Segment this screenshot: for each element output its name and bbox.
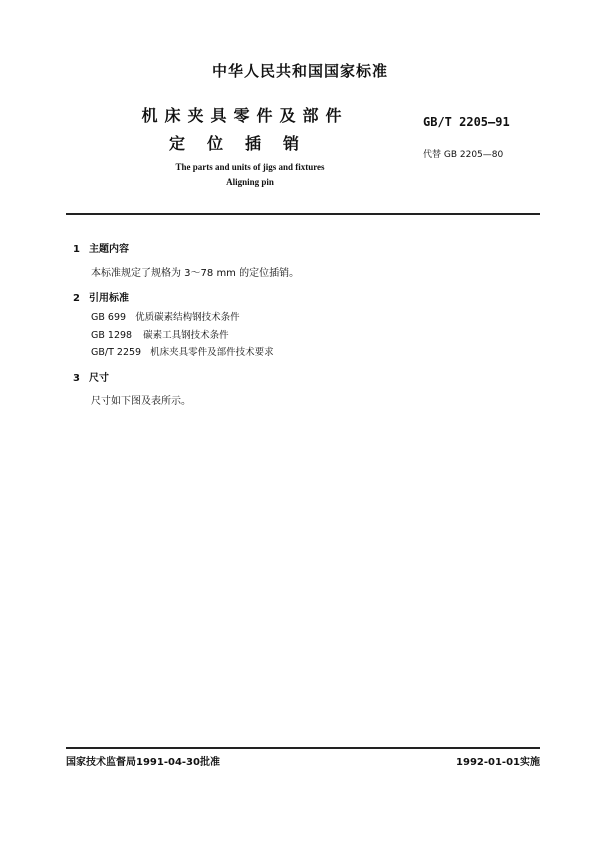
section-title: 尺寸 xyxy=(89,373,109,384)
standard-number: GB/T 2205—91 xyxy=(423,115,510,129)
effective-date: 1992-01-01实施 xyxy=(456,757,540,768)
reference-item xyxy=(91,344,274,358)
issuing-authority: 中华人民共和国国家标准 xyxy=(211,62,388,80)
reference-desc: 优质碳素结构钢技术条件 xyxy=(135,312,240,323)
section-number: 2 xyxy=(73,293,80,304)
reference-desc: 机床夹具零件及部件技术要求 xyxy=(150,347,274,358)
reference-desc: 碳素工具钢技术条件 xyxy=(143,330,229,341)
section-1-heading xyxy=(73,240,129,255)
footer-divider xyxy=(66,747,540,749)
section-number: 3 xyxy=(73,373,80,384)
section-3-paragraph: 尺寸如下图及表所示。 xyxy=(91,396,191,407)
document-title-line1: 机床夹具零件及部件 xyxy=(141,106,349,125)
reference-code: GB 1298 xyxy=(91,330,133,341)
reference-code: GB/T 2259 xyxy=(91,347,142,358)
reference-item xyxy=(91,309,240,323)
reference-code: GB 699 xyxy=(91,312,127,323)
section-title: 主题内容 xyxy=(89,244,129,255)
section-3-heading xyxy=(73,369,109,384)
document-title-line2: 定位插销 xyxy=(168,134,321,153)
section-title: 引用标准 xyxy=(89,293,129,304)
reference-item xyxy=(91,327,229,341)
english-title-line2: Aligning pin xyxy=(226,177,274,187)
header-divider xyxy=(66,213,540,215)
section-number: 1 xyxy=(73,244,80,255)
section-2-heading xyxy=(73,289,129,304)
approval-statement: 国家技术监督局1991-04-30批准 xyxy=(66,757,220,768)
replaces-standard: 代替 GB 2205—80 xyxy=(423,150,504,160)
section-1-paragraph: 本标准规定了规格为 3～78 mm 的定位插销。 xyxy=(91,268,300,279)
english-title-line1: The parts and units of jigs and fixtures xyxy=(175,162,325,172)
